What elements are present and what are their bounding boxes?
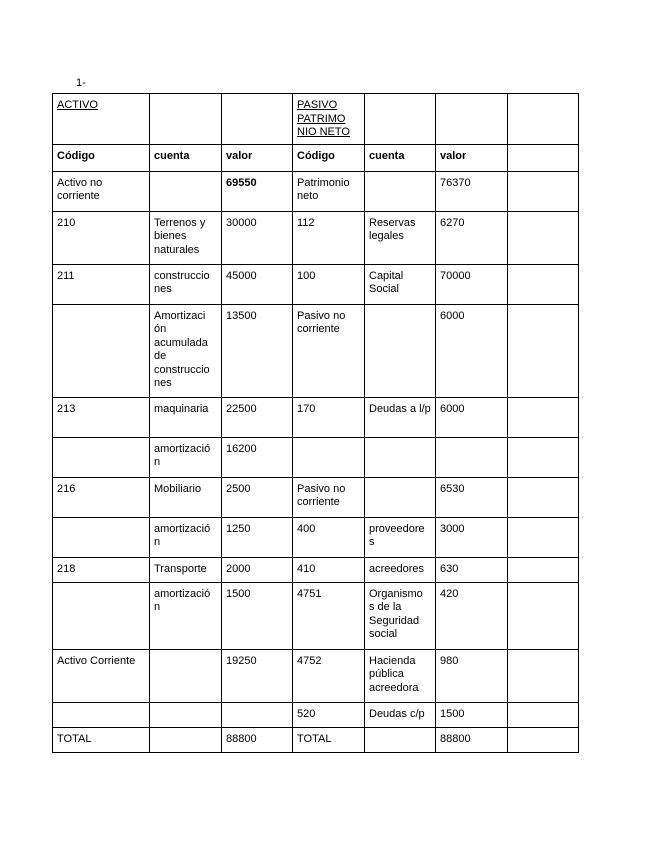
table-cell: 4751 — [293, 582, 365, 649]
table-row — [53, 557, 579, 582]
table-cell: valor — [222, 144, 293, 171]
table-cell: 410 — [293, 557, 365, 582]
table-cell: Amortizaci ón acumulada de construccio nes — [150, 304, 222, 397]
table-row — [53, 304, 579, 397]
table-cell: 213 — [53, 397, 150, 437]
table-cell — [365, 94, 436, 145]
table-cell: 2500 — [222, 477, 293, 517]
table-row — [53, 171, 579, 211]
table-cell: 13500 — [222, 304, 293, 397]
table-cell: 210 — [53, 211, 150, 264]
table-cell: Patrimonio neto — [293, 171, 365, 211]
table-cell — [508, 144, 579, 171]
table-cell: amortizació n — [150, 582, 222, 649]
table-cell — [150, 649, 222, 702]
table-cell: amortizació n — [150, 437, 222, 477]
table-cell — [508, 727, 579, 752]
table-cell: Código — [53, 144, 150, 171]
table-cell — [150, 94, 222, 145]
table-row — [53, 397, 579, 437]
table-cell: 420 — [436, 582, 508, 649]
table-row — [53, 649, 579, 702]
table-cell — [508, 437, 579, 477]
table-cell: 45000 — [222, 264, 293, 304]
table-cell: 2000 — [222, 557, 293, 582]
table-cell: 30000 — [222, 211, 293, 264]
table-row — [53, 517, 579, 557]
table-cell: 4752 — [293, 649, 365, 702]
table-cell: 400 — [293, 517, 365, 557]
table-cell — [150, 171, 222, 211]
table-cell: 112 — [293, 211, 365, 264]
table-cell — [508, 702, 579, 727]
table-cell — [508, 557, 579, 582]
table-row — [53, 477, 579, 517]
table-cell: Pasivo no corriente — [293, 304, 365, 397]
table-cell — [222, 94, 293, 145]
table-cell: 69550 — [222, 171, 293, 211]
table-cell: 630 — [436, 557, 508, 582]
table-cell: PASIVO PATRIMO NIO NETO — [293, 94, 365, 145]
table-cell — [53, 702, 150, 727]
table-cell: 100 — [293, 264, 365, 304]
table-cell: Deudas c/p — [365, 702, 436, 727]
table-cell — [508, 582, 579, 649]
table-cell — [508, 397, 579, 437]
table-cell: amortizació n — [150, 517, 222, 557]
table-cell: 19250 — [222, 649, 293, 702]
page-number: 1- — [76, 77, 86, 89]
table-cell: valor — [436, 144, 508, 171]
table-cell — [365, 171, 436, 211]
table-cell: 76370 — [436, 171, 508, 211]
table-cell — [436, 94, 508, 145]
table-cell — [365, 727, 436, 752]
table-row — [53, 727, 579, 752]
table-cell: 6270 — [436, 211, 508, 264]
table-cell: Código — [293, 144, 365, 171]
table-cell: construccio nes — [150, 264, 222, 304]
table-cell: 980 — [436, 649, 508, 702]
table-cell: 16200 — [222, 437, 293, 477]
table-cell — [53, 517, 150, 557]
table-cell — [53, 582, 150, 649]
table-cell — [53, 437, 150, 477]
table-cell: Terrenos y bienes naturales — [150, 211, 222, 264]
table-cell: 216 — [53, 477, 150, 517]
table-cell: 218 — [53, 557, 150, 582]
table-row — [53, 702, 579, 727]
table-cell: Hacienda pública acreedora — [365, 649, 436, 702]
table-cell: Organismo s de la Seguridad social — [365, 582, 436, 649]
table-cell: 6530 — [436, 477, 508, 517]
table-cell — [150, 727, 222, 752]
table-cell — [508, 649, 579, 702]
table-cell: 1500 — [222, 582, 293, 649]
table-cell: Reservas legales — [365, 211, 436, 264]
table-row — [53, 144, 579, 171]
table-cell: cuenta — [365, 144, 436, 171]
table-cell — [365, 477, 436, 517]
table-cell: proveedore s — [365, 517, 436, 557]
table-cell: 1250 — [222, 517, 293, 557]
table-cell — [508, 517, 579, 557]
table-cell — [436, 437, 508, 477]
table-cell: Pasivo no corriente — [293, 477, 365, 517]
table-cell — [222, 702, 293, 727]
table-cell — [508, 477, 579, 517]
table-cell — [508, 304, 579, 397]
balance-sheet-table — [52, 93, 579, 753]
table-cell: 70000 — [436, 264, 508, 304]
table-cell: Mobiliario — [150, 477, 222, 517]
table-cell — [365, 304, 436, 397]
table-cell: 520 — [293, 702, 365, 727]
table-row — [53, 437, 579, 477]
table-cell — [365, 437, 436, 477]
table-cell: ACTIVO — [53, 94, 150, 145]
table-cell: 211 — [53, 264, 150, 304]
table-cell: 22500 — [222, 397, 293, 437]
table-cell: maquinaria — [150, 397, 222, 437]
table-cell: Deudas a l/p — [365, 397, 436, 437]
table-cell: 88800 — [222, 727, 293, 752]
table-cell: TOTAL — [53, 727, 150, 752]
table-cell: 3000 — [436, 517, 508, 557]
table-cell: 170 — [293, 397, 365, 437]
table-row — [53, 582, 579, 649]
table-cell — [508, 211, 579, 264]
table-cell: 6000 — [436, 304, 508, 397]
table-cell: 1500 — [436, 702, 508, 727]
table-cell: TOTAL — [293, 727, 365, 752]
table-cell: Activo no corriente — [53, 171, 150, 211]
table-cell: cuenta — [150, 144, 222, 171]
table-row — [53, 94, 579, 145]
table-cell: 6000 — [436, 397, 508, 437]
table-cell: Activo Corriente — [53, 649, 150, 702]
table-cell: acreedores — [365, 557, 436, 582]
table-cell: Capital Social — [365, 264, 436, 304]
table-cell: Transporte — [150, 557, 222, 582]
table-cell — [150, 702, 222, 727]
table-cell: 88800 — [436, 727, 508, 752]
table-cell — [508, 171, 579, 211]
table-cell — [53, 304, 150, 397]
table-row — [53, 264, 579, 304]
table-cell — [508, 94, 579, 145]
table-row — [53, 211, 579, 264]
table-cell — [293, 437, 365, 477]
table-cell — [508, 264, 579, 304]
